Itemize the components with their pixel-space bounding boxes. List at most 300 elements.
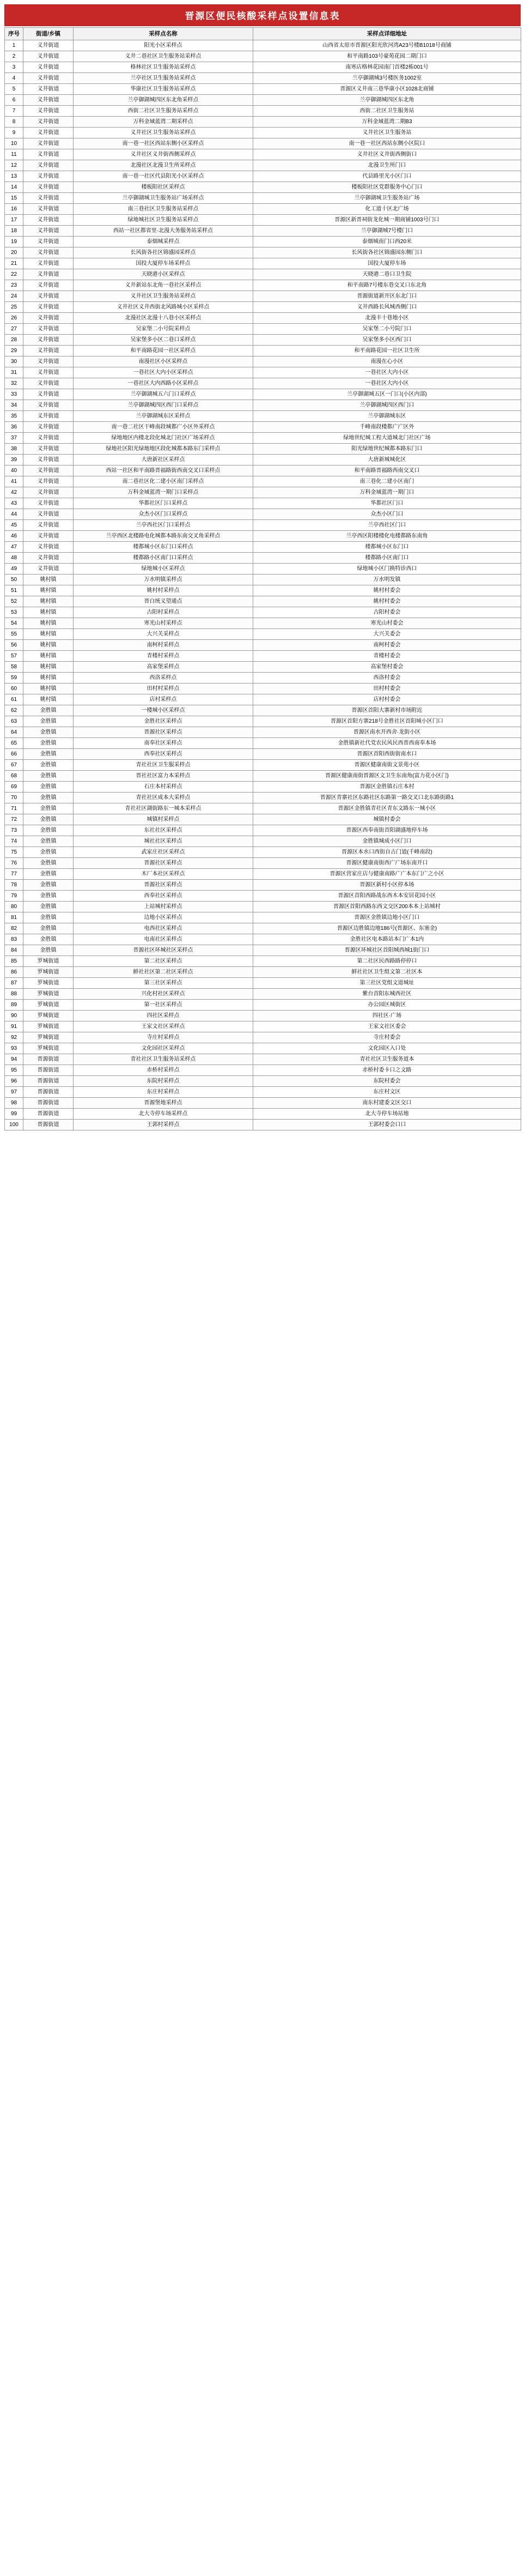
table-row bbox=[5, 455, 521, 465]
table-row bbox=[5, 400, 521, 411]
cell-site-name: 南奉社区采样点 bbox=[74, 738, 253, 749]
cell-site-address: 文化园区入口处 bbox=[253, 1043, 521, 1054]
table-row bbox=[5, 1087, 521, 1098]
cell-town: 金胜镇 bbox=[23, 912, 74, 923]
cell-index: 29 bbox=[5, 346, 23, 356]
cell-index: 41 bbox=[5, 476, 23, 487]
table-row bbox=[5, 117, 521, 128]
cell-index: 49 bbox=[5, 564, 23, 575]
cell-index: 6 bbox=[5, 95, 23, 106]
table-row bbox=[5, 444, 521, 455]
cell-town: 金胜镇 bbox=[23, 782, 74, 793]
table-row bbox=[5, 258, 521, 269]
cell-site-name: 义井社区卫生服务站采样点 bbox=[74, 128, 253, 138]
table-row bbox=[5, 531, 521, 542]
cell-town: 罗城街道 bbox=[23, 967, 74, 978]
cell-site-name: 楼都城小区东门口采样点 bbox=[74, 542, 253, 553]
cell-site-address: 东庄村文区 bbox=[253, 1087, 521, 1098]
table-row bbox=[5, 880, 521, 891]
column-header-site-name: 采样点名称 bbox=[74, 28, 253, 40]
cell-site-address: 楼板阳社区党群服务中心门口 bbox=[253, 182, 521, 193]
cell-site-address: 晋源区环城社区首阳城西城1街门口 bbox=[253, 945, 521, 956]
cell-town: 义井街道 bbox=[23, 269, 74, 280]
cell-site-address: 晋源区新晋祠街龙化城一期商铺1003号门口 bbox=[253, 215, 521, 226]
cell-town: 姚村镇 bbox=[23, 640, 74, 651]
cell-index: 18 bbox=[5, 226, 23, 237]
table-row bbox=[5, 705, 521, 716]
cell-town: 义井街道 bbox=[23, 51, 74, 62]
table-row bbox=[5, 1054, 521, 1065]
cell-site-name: 青社社区卫生服采样点 bbox=[74, 760, 253, 771]
cell-site-address: 义井社区卫生服务站 bbox=[253, 128, 521, 138]
cell-town: 义井街道 bbox=[23, 171, 74, 182]
table-row bbox=[5, 1000, 521, 1011]
table-row bbox=[5, 618, 521, 629]
table-row bbox=[5, 465, 521, 476]
cell-index: 7 bbox=[5, 106, 23, 117]
cell-index: 86 bbox=[5, 967, 23, 978]
cell-site-name: 西奉社区采样点 bbox=[74, 749, 253, 760]
cell-site-name: 兴化村社区采样点 bbox=[74, 989, 253, 1000]
cell-site-name: 晋源社区采样点 bbox=[74, 727, 253, 738]
cell-index: 28 bbox=[5, 335, 23, 346]
cell-index: 10 bbox=[5, 138, 23, 149]
cell-site-name: 晋源社区环城社区采样点 bbox=[74, 945, 253, 956]
cell-index: 21 bbox=[5, 258, 23, 269]
cell-index: 71 bbox=[5, 803, 23, 814]
table-row bbox=[5, 902, 521, 912]
cell-site-address: 晋源区首阳西路战东西木本安居花园小区 bbox=[253, 891, 521, 902]
cell-index: 43 bbox=[5, 498, 23, 509]
cell-town: 义井街道 bbox=[23, 291, 74, 302]
cell-index: 55 bbox=[5, 629, 23, 640]
table-row bbox=[5, 585, 521, 596]
cell-town: 罗城街道 bbox=[23, 956, 74, 967]
cell-index: 79 bbox=[5, 891, 23, 902]
cell-index: 63 bbox=[5, 716, 23, 727]
cell-town: 罗城街道 bbox=[23, 978, 74, 989]
cell-site-name: 兰亭社区卫生服务站采样点 bbox=[74, 73, 253, 84]
table-row bbox=[5, 956, 521, 967]
cell-index: 84 bbox=[5, 945, 23, 956]
cell-site-address: 金胜社区电本路站本门广本1内 bbox=[253, 934, 521, 945]
cell-site-name: 文化园社区采样点 bbox=[74, 1043, 253, 1054]
cell-site-address: 晋源区健康南街文景苑小区 bbox=[253, 760, 521, 771]
cell-index: 93 bbox=[5, 1043, 23, 1054]
cell-index: 17 bbox=[5, 215, 23, 226]
table-row bbox=[5, 215, 521, 226]
table-row bbox=[5, 422, 521, 433]
cell-town: 金胜镇 bbox=[23, 858, 74, 869]
table-row bbox=[5, 324, 521, 335]
cell-site-address: 代县路里光小区门口 bbox=[253, 171, 521, 182]
cell-town: 义井街道 bbox=[23, 95, 74, 106]
cell-site-name: 义井二巷社区卫生服务站采样点 bbox=[74, 51, 253, 62]
cell-town: 义井街道 bbox=[23, 193, 74, 204]
cell-site-name: 华康社区卫生服务站采样点 bbox=[74, 84, 253, 95]
cell-site-address: 青社社区卫生服务道本 bbox=[253, 1054, 521, 1065]
cell-town: 金胜镇 bbox=[23, 825, 74, 836]
table-row bbox=[5, 629, 521, 640]
cell-index: 26 bbox=[5, 313, 23, 324]
column-header-index: 序号 bbox=[5, 28, 23, 40]
cell-town: 金胜镇 bbox=[23, 923, 74, 934]
cell-site-name: 店村采样点 bbox=[74, 694, 253, 705]
cell-site-address: 绿地世纪城工程大道城北门社区广场 bbox=[253, 433, 521, 444]
cell-index: 34 bbox=[5, 400, 23, 411]
table-row bbox=[5, 749, 521, 760]
cell-site-name: 西街二社区卫生服务站采样点 bbox=[74, 106, 253, 117]
cell-index: 95 bbox=[5, 1065, 23, 1076]
cell-site-address: 晋源区边胜镇边地186号(晋源区、东塞金) bbox=[253, 923, 521, 934]
document-page bbox=[0, 0, 525, 1136]
cell-site-address: 兰亭御湖城7号楼门口 bbox=[253, 226, 521, 237]
cell-index: 61 bbox=[5, 694, 23, 705]
cell-site-name: 电南社区采样点 bbox=[74, 934, 253, 945]
cell-site-address: 兰亭御湖城卫生服务站广场 bbox=[253, 193, 521, 204]
cell-site-address: 青楼村委会 bbox=[253, 651, 521, 662]
cell-site-address: 吴家堡二小号院门口 bbox=[253, 324, 521, 335]
cell-town: 姚村镇 bbox=[23, 585, 74, 596]
cell-index: 37 bbox=[5, 433, 23, 444]
cell-town: 义井街道 bbox=[23, 389, 74, 400]
cell-site-name: 城社社区采样点 bbox=[74, 836, 253, 847]
cell-site-address: 紫台首阳东城西社区 bbox=[253, 989, 521, 1000]
cell-index: 66 bbox=[5, 749, 23, 760]
cell-site-address: 兰亭御湖城四区东北角 bbox=[253, 95, 521, 106]
cell-site-address: 义井西路长风城西侧门口 bbox=[253, 302, 521, 313]
cell-index: 82 bbox=[5, 923, 23, 934]
cell-index: 25 bbox=[5, 302, 23, 313]
cell-town: 义井街道 bbox=[23, 302, 74, 313]
cell-site-name: 格林社区卫生服务站采样点 bbox=[74, 62, 253, 73]
table-row bbox=[5, 226, 521, 237]
cell-site-address: 金胜镇城成小区门口 bbox=[253, 836, 521, 847]
cell-index: 67 bbox=[5, 760, 23, 771]
cell-site-name: 绿地城社区卫生服务站采样点 bbox=[74, 215, 253, 226]
cell-town: 义井街道 bbox=[23, 160, 74, 171]
cell-index: 73 bbox=[5, 825, 23, 836]
cell-site-address: 兰亭西区阳楼楼化电楼都路东南角 bbox=[253, 531, 521, 542]
table-row bbox=[5, 640, 521, 651]
table-row bbox=[5, 771, 521, 782]
table-row bbox=[5, 237, 521, 247]
cell-site-address: 金胜镇新社代党农民风民西晋西南奉本场 bbox=[253, 738, 521, 749]
cell-town: 义井街道 bbox=[23, 422, 74, 433]
table-row bbox=[5, 149, 521, 160]
table-row bbox=[5, 62, 521, 73]
cell-town: 姚村镇 bbox=[23, 651, 74, 662]
cell-town: 义井街道 bbox=[23, 182, 74, 193]
cell-site-address: 晋源区健康南街晋源区文卫生东南角(富力花小区门) bbox=[253, 771, 521, 782]
cell-site-address: 众杰小区门口 bbox=[253, 509, 521, 520]
table-row bbox=[5, 847, 521, 858]
cell-town: 金胜镇 bbox=[23, 716, 74, 727]
table-row bbox=[5, 607, 521, 618]
cell-index: 8 bbox=[5, 117, 23, 128]
table-row bbox=[5, 335, 521, 346]
table-row bbox=[5, 378, 521, 389]
table-row bbox=[5, 476, 521, 487]
cell-index: 87 bbox=[5, 978, 23, 989]
cell-site-address: 第三社区党组文道城址 bbox=[253, 978, 521, 989]
cell-site-name: 吴家堡多小区二巷口采样点 bbox=[74, 335, 253, 346]
cell-site-address: 阳光绿地世纪城都本路东门口 bbox=[253, 444, 521, 455]
cell-site-name: 电西社区采样点 bbox=[74, 923, 253, 934]
cell-site-name: 鲜社社区第二社区采样点 bbox=[74, 967, 253, 978]
cell-site-address: 田村村委会 bbox=[253, 684, 521, 694]
cell-site-name: 木厂本社区采样点 bbox=[74, 869, 253, 880]
cell-index: 94 bbox=[5, 1054, 23, 1065]
cell-town: 姚村镇 bbox=[23, 607, 74, 618]
cell-site-name: 金胜社区采样点 bbox=[74, 716, 253, 727]
table-row bbox=[5, 356, 521, 367]
table-row bbox=[5, 509, 521, 520]
cell-site-name: 一巷社区大内小区采样点 bbox=[74, 367, 253, 378]
cell-town: 晋源街道 bbox=[23, 1098, 74, 1109]
cell-index: 2 bbox=[5, 51, 23, 62]
cell-site-address: 东院村委会 bbox=[253, 1076, 521, 1087]
cell-index: 56 bbox=[5, 640, 23, 651]
cell-town: 义井街道 bbox=[23, 204, 74, 215]
cell-town: 义井街道 bbox=[23, 531, 74, 542]
cell-site-name: 万水明镇采样点 bbox=[74, 575, 253, 585]
cell-site-address: 吴家堡多小区西门口 bbox=[253, 335, 521, 346]
cell-index: 44 bbox=[5, 509, 23, 520]
cell-town: 义井街道 bbox=[23, 215, 74, 226]
cell-site-address: 一巷社区大内小区 bbox=[253, 378, 521, 389]
cell-site-address: 赤桥村委卡口之文路 bbox=[253, 1065, 521, 1076]
table-row bbox=[5, 891, 521, 902]
cell-town: 金胜镇 bbox=[23, 727, 74, 738]
table-row bbox=[5, 684, 521, 694]
cell-index: 99 bbox=[5, 1109, 23, 1120]
cell-index: 20 bbox=[5, 247, 23, 258]
cell-town: 姚村镇 bbox=[23, 629, 74, 640]
cell-town: 义井街道 bbox=[23, 73, 74, 84]
table-row bbox=[5, 280, 521, 291]
cell-site-name: 东社社区采样点 bbox=[74, 825, 253, 836]
table-row bbox=[5, 825, 521, 836]
table-row bbox=[5, 1098, 521, 1109]
cell-site-address: 南柯村委会 bbox=[253, 640, 521, 651]
cell-site-name: 东院村采样点 bbox=[74, 1076, 253, 1087]
cell-site-name: 青楼村采样点 bbox=[74, 651, 253, 662]
cell-town: 金胜镇 bbox=[23, 803, 74, 814]
cell-site-address: 高家堡村委会 bbox=[253, 662, 521, 673]
table-row bbox=[5, 738, 521, 749]
cell-index: 83 bbox=[5, 934, 23, 945]
table-row bbox=[5, 160, 521, 171]
cell-site-name: 东庄村采样点 bbox=[74, 1087, 253, 1098]
cell-index: 4 bbox=[5, 73, 23, 84]
cell-site-address: 北漫卫生所门口 bbox=[253, 160, 521, 171]
cell-index: 97 bbox=[5, 1087, 23, 1098]
table-row bbox=[5, 1021, 521, 1032]
table-row bbox=[5, 291, 521, 302]
cell-town: 姚村镇 bbox=[23, 575, 74, 585]
table-row bbox=[5, 542, 521, 553]
cell-index: 13 bbox=[5, 171, 23, 182]
cell-index: 76 bbox=[5, 858, 23, 869]
cell-site-name: 西站一社区都省里·北漫大务服务站采样点 bbox=[74, 226, 253, 237]
cell-town: 义井街道 bbox=[23, 542, 74, 553]
cell-index: 50 bbox=[5, 575, 23, 585]
cell-site-address: 西洛村委会 bbox=[253, 673, 521, 684]
cell-site-address: 楼都路小区南门口 bbox=[253, 553, 521, 564]
table-row bbox=[5, 51, 521, 62]
table-row bbox=[5, 171, 521, 182]
cell-site-name: 兰亭西社区门口采样点 bbox=[74, 520, 253, 531]
cell-site-name: 一楼城小区采样点 bbox=[74, 705, 253, 716]
cell-town: 义井街道 bbox=[23, 378, 74, 389]
cell-site-name: 兰亭御湖城四区东北角采样点 bbox=[74, 95, 253, 106]
cell-index: 58 bbox=[5, 662, 23, 673]
cell-town: 金胜镇 bbox=[23, 760, 74, 771]
cell-town: 罗城街道 bbox=[23, 1011, 74, 1021]
table-row bbox=[5, 651, 521, 662]
cell-town: 金胜镇 bbox=[23, 814, 74, 825]
cell-site-address: 华都社区门口 bbox=[253, 498, 521, 509]
cell-site-address: 千峰南段楼都广广区外 bbox=[253, 422, 521, 433]
cell-town: 义井街道 bbox=[23, 411, 74, 422]
cell-site-name: 南一巷二社区干峰南段城都广小区外采样点 bbox=[74, 422, 253, 433]
cell-site-name: 和平南路花园一社区采样点 bbox=[74, 346, 253, 356]
cell-site-name: 寺庄村采样点 bbox=[74, 1032, 253, 1043]
cell-index: 74 bbox=[5, 836, 23, 847]
cell-town: 义井街道 bbox=[23, 564, 74, 575]
cell-site-address: 万科金域蓝湾一期门口 bbox=[253, 487, 521, 498]
cell-town: 义井街道 bbox=[23, 128, 74, 138]
cell-town: 晋源街道 bbox=[23, 1065, 74, 1076]
cell-site-address: 楼都城小区东门口 bbox=[253, 542, 521, 553]
cell-index: 96 bbox=[5, 1076, 23, 1087]
cell-index: 85 bbox=[5, 956, 23, 967]
cell-site-name: 晋源堡地采样点 bbox=[74, 1098, 253, 1109]
cell-site-address: 和平南路晋福路西南交叉口 bbox=[253, 465, 521, 476]
cell-site-name: 华都社区门口采样点 bbox=[74, 498, 253, 509]
cell-site-address: 泰烟城南门口西20米 bbox=[253, 237, 521, 247]
table-body bbox=[5, 40, 521, 1130]
page-title: 晋源区便民核酸采样点设置信息表 bbox=[4, 4, 521, 26]
table-row bbox=[5, 760, 521, 771]
cell-index: 54 bbox=[5, 618, 23, 629]
cell-site-address: 古阳村委会 bbox=[253, 607, 521, 618]
cell-site-address: 绿地城小区门换特诊西口 bbox=[253, 564, 521, 575]
cell-town: 晋源街道 bbox=[23, 1087, 74, 1098]
cell-site-name: 武家庄社区采样点 bbox=[74, 847, 253, 858]
cell-site-address: 国投大厦停车场 bbox=[253, 258, 521, 269]
cell-site-address: 兰亭御湖城五区一门口(小区内部) bbox=[253, 389, 521, 400]
cell-site-name: 晋社社区富力本采样点 bbox=[74, 771, 253, 782]
cell-site-name: 青社社区成本大采样点 bbox=[74, 793, 253, 803]
table-row bbox=[5, 945, 521, 956]
cell-index: 81 bbox=[5, 912, 23, 923]
cell-site-name: 大唐新社区采样点 bbox=[74, 455, 253, 465]
cell-site-name: 第一社区采样点 bbox=[74, 1000, 253, 1011]
table-row bbox=[5, 934, 521, 945]
cell-town: 义井街道 bbox=[23, 226, 74, 237]
cell-index: 77 bbox=[5, 869, 23, 880]
cell-site-name: 天晓港小区采样点 bbox=[74, 269, 253, 280]
table-row bbox=[5, 95, 521, 106]
cell-index: 72 bbox=[5, 814, 23, 825]
table-row bbox=[5, 923, 521, 934]
cell-town: 姚村镇 bbox=[23, 673, 74, 684]
cell-site-name: 绿地地区内楼北段化城北门社区广场采样点 bbox=[74, 433, 253, 444]
cell-town: 晋源街道 bbox=[23, 1054, 74, 1065]
cell-site-address: 店村村委会 bbox=[253, 694, 521, 705]
cell-index: 40 bbox=[5, 465, 23, 476]
table-row bbox=[5, 128, 521, 138]
cell-index: 45 bbox=[5, 520, 23, 531]
cell-site-name: 南一巷一社区西站东侧小区采样点 bbox=[74, 138, 253, 149]
cell-site-address: 四社区·广场 bbox=[253, 1011, 521, 1021]
cell-site-address: 和平南路103号豪苑花园二期门口 bbox=[253, 51, 521, 62]
cell-index: 35 bbox=[5, 411, 23, 422]
cell-site-name: 第二社区采样点 bbox=[74, 956, 253, 967]
cell-site-name: 上站城村采样点 bbox=[74, 902, 253, 912]
cell-site-name: 南柯村采样点 bbox=[74, 640, 253, 651]
cell-town: 义井街道 bbox=[23, 106, 74, 117]
table-row bbox=[5, 782, 521, 793]
table-row bbox=[5, 803, 521, 814]
cell-town: 义井街道 bbox=[23, 346, 74, 356]
sampling-points-table bbox=[4, 27, 521, 1130]
cell-site-name: 青社社区卫生服务站采样点 bbox=[74, 1054, 253, 1065]
cell-site-address: 姚村村委会 bbox=[253, 596, 521, 607]
table-row bbox=[5, 389, 521, 400]
cell-site-name: 义井新站东北角一巷社区采样点 bbox=[74, 280, 253, 291]
cell-site-address: 晋源区金胜镇石庄本村 bbox=[253, 782, 521, 793]
cell-index: 80 bbox=[5, 902, 23, 912]
cell-site-name: 义井社区卫生服务站采样点 bbox=[74, 291, 253, 302]
cell-town: 义井街道 bbox=[23, 553, 74, 564]
cell-town: 罗城街道 bbox=[23, 989, 74, 1000]
cell-index: 68 bbox=[5, 771, 23, 782]
cell-site-address: 南三巷化二建小区南门 bbox=[253, 476, 521, 487]
cell-town: 金胜镇 bbox=[23, 793, 74, 803]
cell-town: 金胜镇 bbox=[23, 945, 74, 956]
cell-town: 义井街道 bbox=[23, 520, 74, 531]
table-row bbox=[5, 73, 521, 84]
cell-site-name: 泰烟城采样点 bbox=[74, 237, 253, 247]
cell-site-name: 万科金域蓝湾一期门口采样点 bbox=[74, 487, 253, 498]
table-row bbox=[5, 575, 521, 585]
table-row bbox=[5, 1011, 521, 1021]
cell-site-name: 石庄本村采样点 bbox=[74, 782, 253, 793]
cell-site-name: 兰亭御湖城五六门口采样点 bbox=[74, 389, 253, 400]
cell-town: 金胜镇 bbox=[23, 705, 74, 716]
cell-site-name: 绿地城小区采样点 bbox=[74, 564, 253, 575]
table-row bbox=[5, 193, 521, 204]
cell-site-address: 兰亭御湖城3号楼医务1002室 bbox=[253, 73, 521, 84]
cell-index: 65 bbox=[5, 738, 23, 749]
cell-index: 33 bbox=[5, 389, 23, 400]
cell-index: 15 bbox=[5, 193, 23, 204]
table-row bbox=[5, 553, 521, 564]
cell-site-address: 寒光山村委会 bbox=[253, 618, 521, 629]
table-row bbox=[5, 269, 521, 280]
cell-index: 57 bbox=[5, 651, 23, 662]
cell-index: 16 bbox=[5, 204, 23, 215]
cell-town: 义井街道 bbox=[23, 476, 74, 487]
cell-index: 47 bbox=[5, 542, 23, 553]
table-row bbox=[5, 858, 521, 869]
cell-site-address: 鲜社社区卫生组文第二社区本 bbox=[253, 967, 521, 978]
cell-site-name: 田村村采样点 bbox=[74, 684, 253, 694]
cell-site-name: 吴家堡二小号院采样点 bbox=[74, 324, 253, 335]
